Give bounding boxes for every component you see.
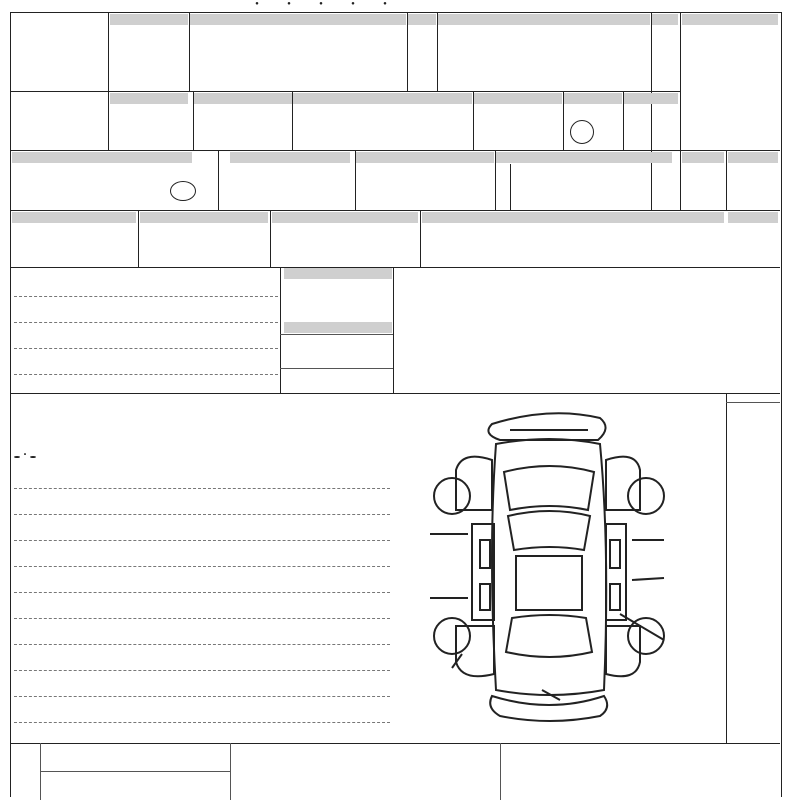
doors-header [408, 14, 436, 25]
registration-label [284, 268, 392, 279]
first-reg-header [110, 14, 188, 25]
interior-note: ・ [14, 446, 36, 461]
car-diagram [400, 400, 722, 740]
interior-mark-s [30, 456, 36, 458]
car-name-header [190, 14, 406, 25]
shaken-header [230, 152, 350, 163]
color-header [356, 152, 494, 163]
mileage-header [12, 152, 192, 163]
title-strip: ・・・・・ [250, 0, 410, 13]
region-header [110, 93, 188, 104]
warranty-yes [570, 120, 594, 144]
warranty-header [564, 93, 622, 104]
drive-header [652, 14, 678, 25]
shift-header [12, 212, 136, 223]
score-header [682, 14, 778, 25]
import-label [284, 322, 392, 333]
interior-header [728, 152, 778, 163]
displacement-header [474, 93, 562, 104]
fuel-header [496, 152, 672, 163]
option-header [728, 212, 778, 223]
equipment-header [422, 212, 724, 223]
aircon-header [140, 212, 268, 223]
capacity-header [624, 93, 678, 104]
km-unit [170, 181, 196, 201]
exterior-header [682, 152, 724, 163]
grade-header [438, 14, 650, 25]
model-type-header [294, 93, 472, 104]
recycle-header [272, 212, 418, 223]
